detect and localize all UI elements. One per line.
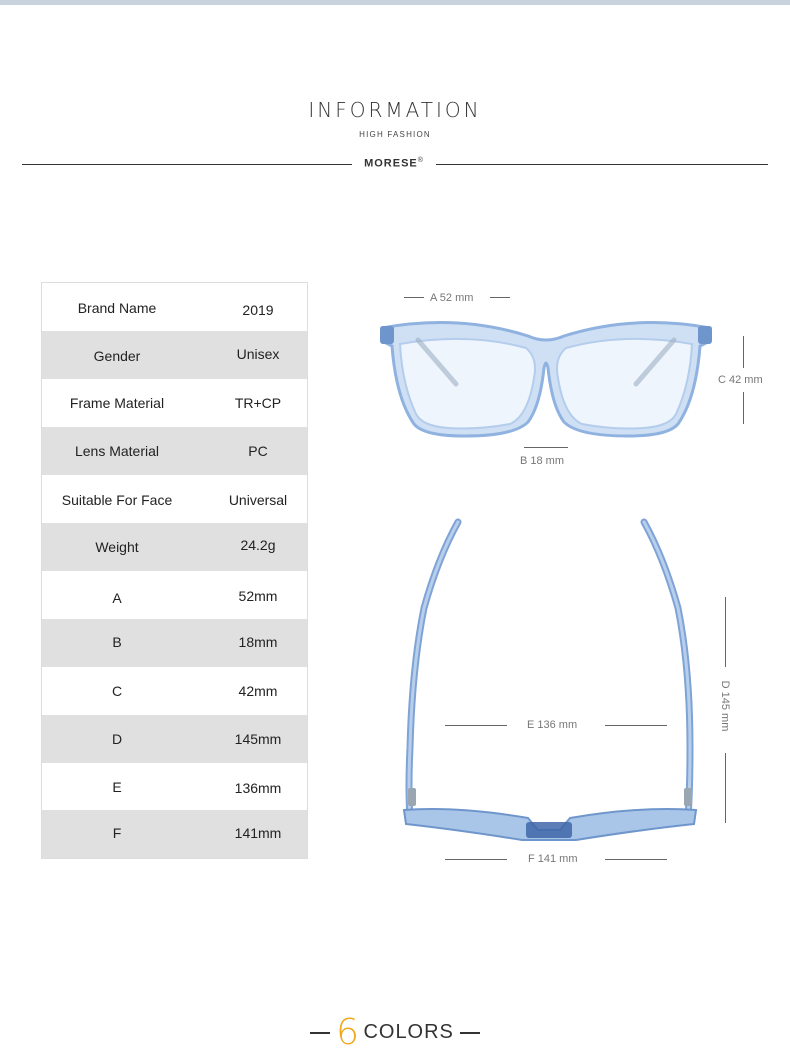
- brand-logo: [352, 157, 436, 170]
- divider-left: [22, 164, 352, 165]
- spec-value: 24.2g: [240, 537, 276, 553]
- dim-b-label: B 18 mm: [520, 455, 565, 467]
- front-left-hinge: [380, 326, 394, 344]
- colors-heading: [0, 1012, 790, 1053]
- spec-label: A: [112, 590, 122, 606]
- divider-right: [436, 164, 768, 165]
- glasses-front-image: [378, 318, 714, 449]
- top-left-temple: [409, 522, 458, 818]
- spec-value: PC: [248, 443, 268, 459]
- spec-value: TR+CP: [234, 395, 282, 411]
- spec-value: 141mm: [234, 825, 282, 841]
- dim-f-arrow-left: [445, 859, 507, 860]
- dim-d-arrow-bottom: [725, 753, 726, 823]
- registered-mark: ®: [417, 157, 424, 164]
- spec-value: Universal: [228, 492, 288, 508]
- front-right-hinge: [698, 326, 712, 344]
- spec-label: Weight: [95, 539, 139, 555]
- spec-value: 2019: [242, 302, 274, 318]
- top-left-hinge: [408, 788, 416, 806]
- spec-label: F: [112, 825, 122, 841]
- dim-f-label: F 141 mm: [528, 853, 578, 865]
- spec-value: Unisex: [236, 346, 280, 362]
- dim-c-arrow-top: [743, 336, 744, 368]
- dim-a-label: A 52 mm: [430, 292, 474, 304]
- spec-table: [41, 282, 308, 859]
- spec-row: [42, 427, 307, 475]
- spec-row: [42, 619, 307, 667]
- colors-dash-left: [310, 1032, 330, 1034]
- top-right-hinge: [684, 788, 692, 806]
- spec-row: [42, 379, 307, 427]
- top-bar: [0, 0, 790, 5]
- dim-d-arrow-top: [725, 597, 726, 667]
- spec-row: [42, 475, 307, 523]
- spec-label: Lens Material: [74, 443, 160, 459]
- spec-label: Suitable For Face: [61, 492, 173, 508]
- top-bridge: [526, 822, 572, 838]
- dim-e-label: E 136 mm: [527, 719, 578, 731]
- front-left-lens: [400, 339, 535, 429]
- spec-value: 18mm: [238, 634, 278, 650]
- spec-row: [42, 571, 307, 619]
- top-right-temple: [644, 522, 690, 818]
- spec-label: D: [111, 731, 123, 747]
- dim-e-arrow-left: [445, 725, 507, 726]
- spec-label: E: [112, 779, 122, 795]
- glasses-top-svg: [398, 518, 700, 844]
- brand-name: MORESE: [364, 157, 418, 170]
- spec-label: Gender: [93, 348, 141, 364]
- front-right-lens: [557, 339, 692, 429]
- spec-label: B: [112, 634, 122, 650]
- spec-row: [42, 763, 307, 811]
- spec-row: [42, 667, 307, 715]
- dim-c-label: C 42 mm: [718, 374, 763, 386]
- spec-row: [42, 715, 307, 763]
- colors-count: 6: [336, 1012, 359, 1053]
- dim-d-label: D 145 mm: [719, 680, 731, 732]
- glasses-top-image: [398, 518, 700, 849]
- spec-label: C: [111, 683, 123, 699]
- spec-value: 42mm: [238, 683, 278, 699]
- spec-value: 52mm: [238, 588, 278, 604]
- spec-row: [42, 285, 307, 333]
- spec-label: Brand Name: [77, 300, 157, 316]
- spec-row: [42, 331, 307, 379]
- colors-label: COLORS: [363, 1021, 454, 1043]
- dim-a-arrow-left: [404, 297, 424, 298]
- dim-c-arrow-bottom: [743, 392, 744, 424]
- spec-label: Frame Material: [69, 395, 165, 411]
- spec-row: [42, 810, 307, 858]
- spec-row: [42, 523, 307, 571]
- spec-value: 136mm: [234, 780, 282, 796]
- colors-dash-right: [460, 1032, 480, 1034]
- glasses-front-svg: [378, 318, 714, 444]
- dim-f-arrow-right: [605, 859, 667, 860]
- dim-e-arrow-right: [605, 725, 667, 726]
- dim-a-arrow-right: [490, 297, 510, 298]
- dim-b-arrow: [524, 447, 568, 448]
- info-title: INFORMATION: [308, 98, 482, 122]
- info-subtitle: HIGH FASHION: [359, 130, 431, 139]
- spec-value: 145mm: [234, 731, 282, 747]
